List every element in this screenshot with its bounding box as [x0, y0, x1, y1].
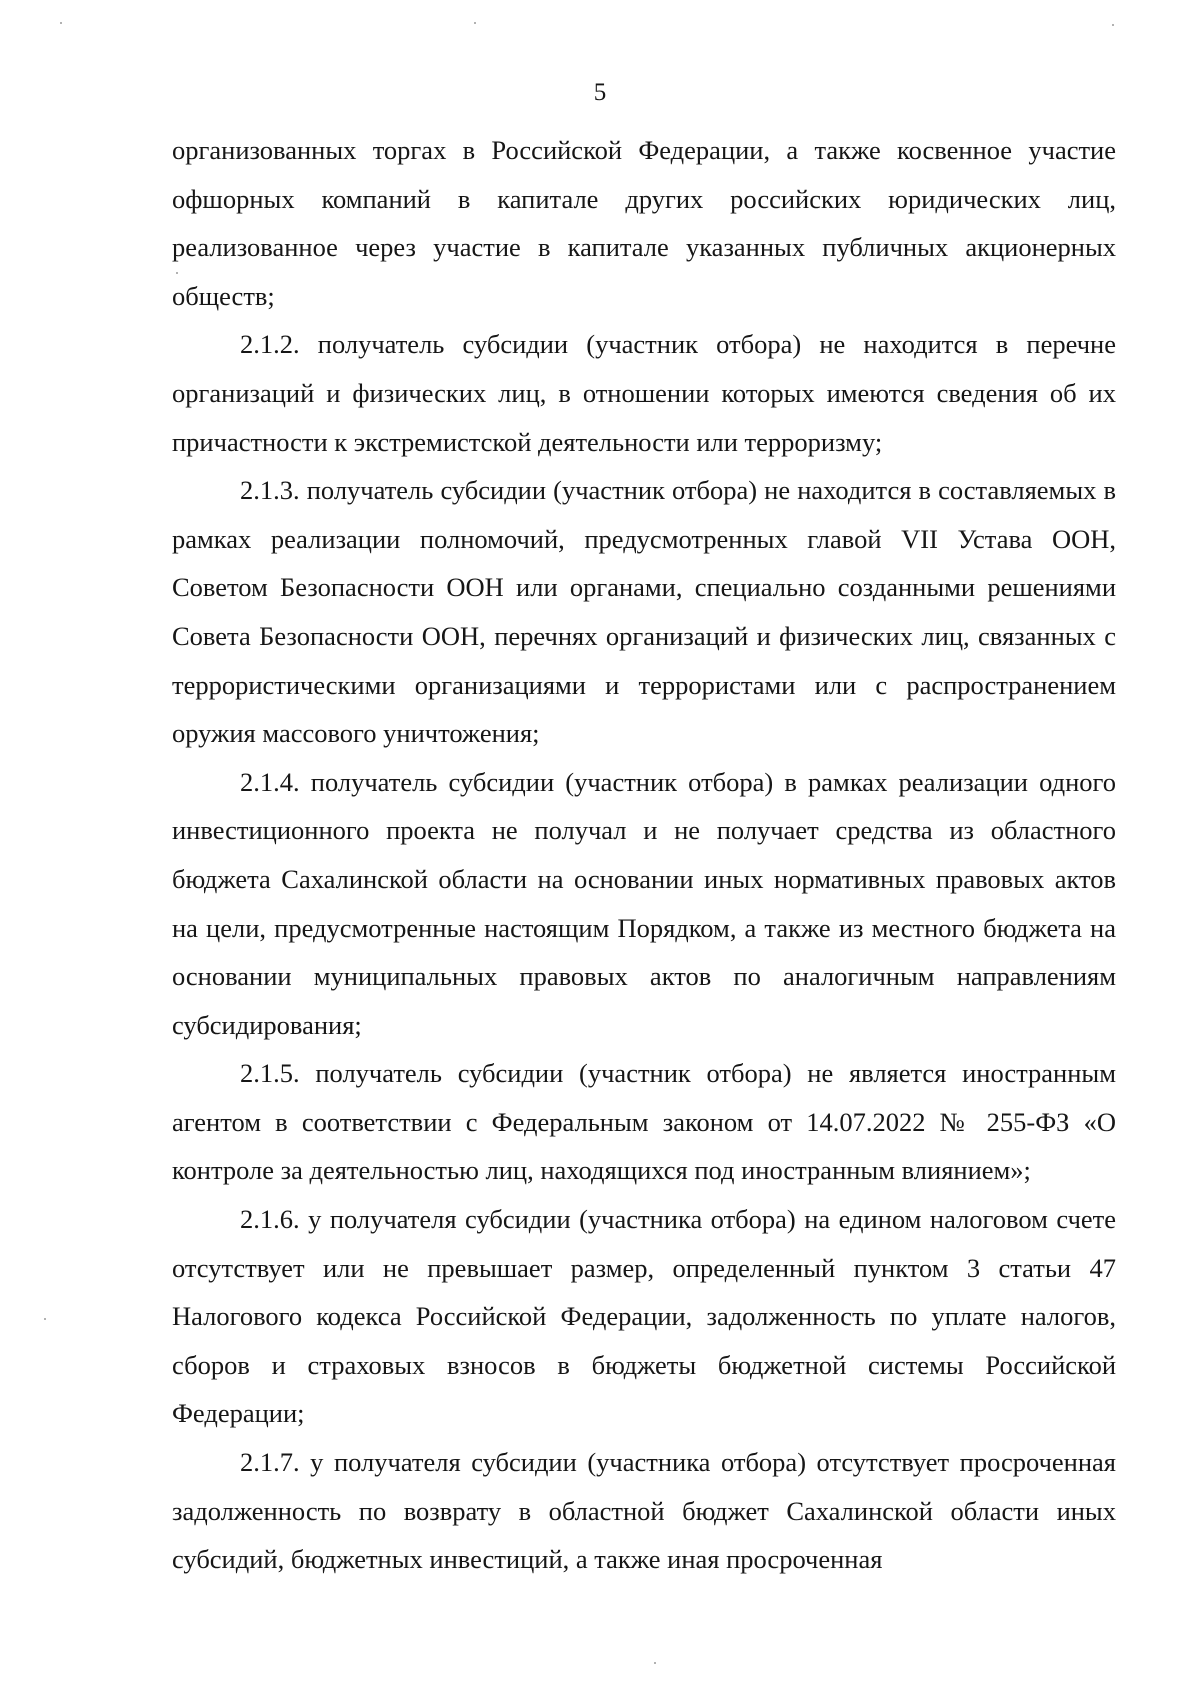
document-body — [172, 126, 1116, 1584]
scan-speck — [1112, 24, 1114, 26]
scan-speck — [176, 272, 178, 274]
paragraph-continuation: организованных торгах в Российской Федерации, а также косвенное участие офшорных компаний в капитале других российских юридических лиц, реализованное через участие в капитале указанных публичных акционерных обществ; — [172, 135, 1116, 311]
scan-speck — [474, 22, 476, 24]
scan-speck — [60, 22, 62, 24]
scan-speck — [44, 1318, 46, 1320]
page-number: 5 — [593, 79, 607, 106]
paragraph-2-1-5: 2.1.5. получатель субсидии (участник отбора) не является иностранным агентом в соответствии с Федеральным законом от 14.07.2022 № 255-ФЗ «О контроле за деятельностью лиц, находящихся под иностранным влиянием»; — [172, 1058, 1116, 1186]
paragraph-2-1-3: 2.1.3. получатель субсидии (участник отбора) не находится в составляемых в рамках реализации полномочий, предусмотренных главой VII Устава ООН, Советом Безопасности ООН или органами, специально созданными решениями Совета Безопасности ООН, перечнях организаций и физических лиц, связанных с террористическими организациями и террористами или с распространением оружия массового уничтожения; — [172, 475, 1116, 749]
paragraph-2-1-6: 2.1.6. у получателя субсидии (участника отбора) на едином налоговом счете отсутствует или не превышает размер, определенный пунктом 3 статьи 47 Налогового кодекса Российской Федерации, задолженность по уплате налогов, сборов и страховых взносов в бюджеты бюджетной системы Российской Федерации; — [172, 1204, 1116, 1429]
scan-speck — [654, 1662, 656, 1664]
paragraph-2-1-2: 2.1.2. получатель субсидии (участник отбора) не находится в перечне организаций и физических лиц, в отношении которых имеются сведения об их причастности к экстремистской деятельности или терроризму; — [172, 329, 1116, 457]
paragraph-2-1-7: 2.1.7. у получателя субсидии (участника отбора) отсутствует просроченная задолженность по возврату в областной бюджет Сахалинской области иных субсидий, бюджетных инвестиций, а также иная просроченная — [172, 1447, 1116, 1575]
paragraph-2-1-4: 2.1.4. получатель субсидии (участник отбора) в рамках реализации одного инвестиционного проекта не получал и не получает средства из областного бюджета Сахалинской области на основании иных нормативных правовых актов на цели, предусмотренные настоящим Порядком, а также из местного бюджета на основании муниципальных правовых актов по аналогичным направлениям субсидирования; — [172, 766, 1116, 1040]
